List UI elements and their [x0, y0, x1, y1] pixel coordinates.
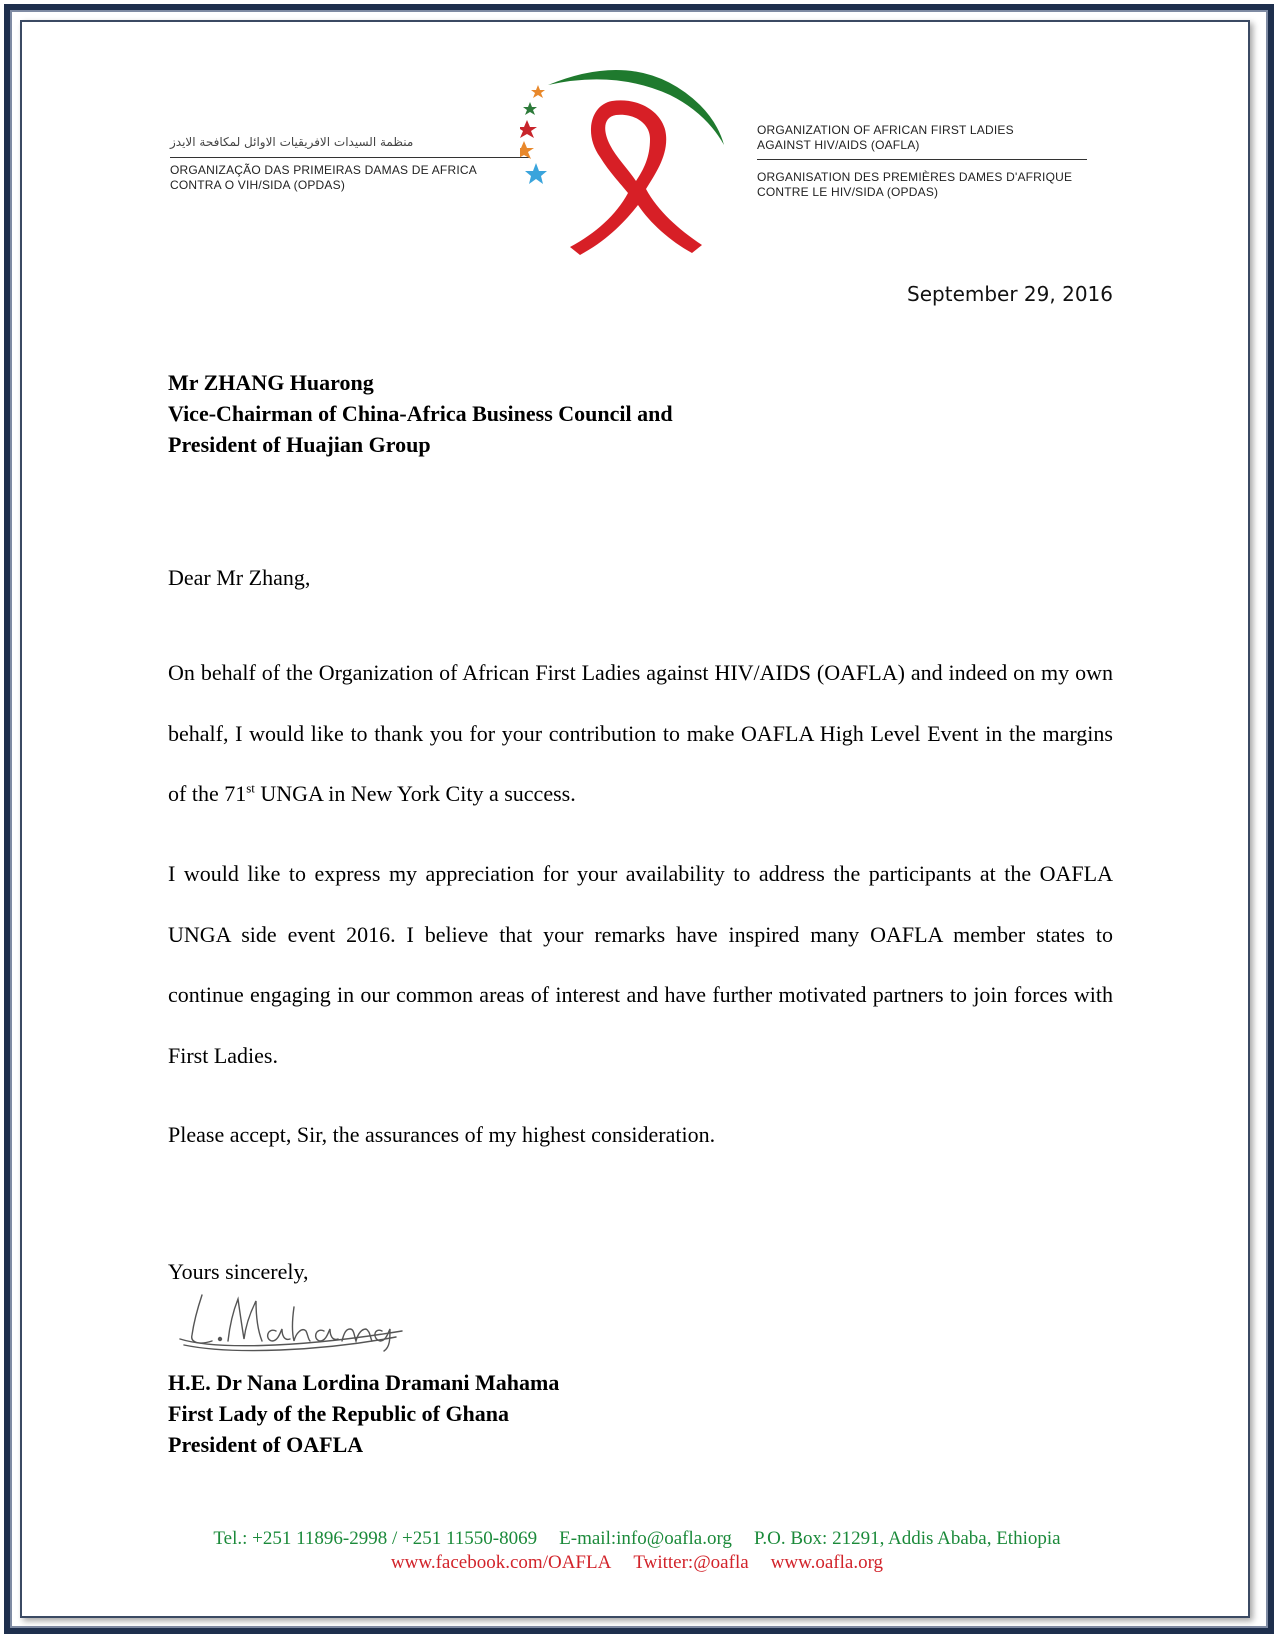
letterhead-left-divider — [170, 157, 530, 158]
footer-po-box: P.O. Box: 21291, Addis Ababa, Ethiopia — [753, 1528, 1061, 1549]
letterhead-left — [170, 133, 530, 193]
arabic-org-name: منظمة السيدات الافريقيات الاوائل لمكافحة الايدز — [170, 135, 414, 149]
footer-contact — [100, 1527, 1174, 1575]
footer-telephone: Tel.: +251 11896-2998 / +251 11550-8069 — [213, 1528, 538, 1549]
portuguese-org-name-line1: ORGANIZAÇÃO DAS PRIMEIRAS DAMAS DE AFRICA — [170, 163, 477, 177]
letterhead-right-divider — [757, 159, 1087, 160]
paragraph1-text-end: UNGA in New York City a success. — [254, 781, 576, 806]
addressee-title-2: President of Huajian Group — [168, 432, 431, 457]
body-paragraph-2: I would like to express my appreciation for your availability to address the participants at the OAFLA UNGA side event 2016. I believe that your remarks have inspired many OAFLA member states to continue engaging in our common areas of interest and have further motivated partners to join forces with First Ladies. — [168, 861, 1113, 1068]
ordinal-suffix: st — [246, 780, 255, 796]
addressee-title: Vice-Chairman of China-Africa Business Council and — [168, 401, 673, 426]
salutation: Dear Mr Zhang, — [168, 565, 311, 590]
letter-date: September 29, 2016 — [907, 282, 1113, 306]
footer-facebook-link[interactable]: www.facebook.com/OAFLA — [390, 1552, 612, 1573]
star-orange — [520, 141, 534, 159]
star-orange-small — [531, 85, 545, 98]
footer-contact-line — [100, 1527, 1174, 1551]
oafla-logo — [520, 65, 750, 265]
signatory-title: First Lady of the Republic of Ghana — [168, 1401, 510, 1426]
portuguese-org-name-line2: CONTRA O VIH/SIDA (OPDAS) — [170, 178, 346, 192]
footer-twitter-link[interactable]: Twitter:@oafla — [633, 1552, 749, 1573]
addressee-name: Mr ZHANG Huarong — [168, 370, 374, 395]
handwritten-signature — [172, 1283, 422, 1353]
signatory-name: H.E. Dr Nana Lordina Dramani Mahama — [168, 1370, 560, 1395]
stars-icon — [520, 85, 547, 184]
french-org-name-line2: CONTRE LE HIV/SIDA (OPDAS) — [757, 185, 939, 199]
footer-email[interactable]: E-mail:info@oafla.org — [559, 1528, 732, 1549]
star-green — [523, 102, 537, 115]
sign-off: Yours sincerely, — [168, 1259, 309, 1284]
star-blue — [525, 163, 547, 184]
signatory-block — [168, 1367, 868, 1460]
star-red — [520, 120, 537, 138]
letterhead-right — [757, 123, 1087, 200]
signatory-title-2: President of OAFLA — [168, 1432, 364, 1457]
addressee-block — [168, 367, 868, 460]
english-org-name-line1: ORGANIZATION OF AFRICAN FIRST LADIES — [757, 123, 1014, 137]
footer-website-link[interactable]: www.oafla.org — [770, 1552, 884, 1573]
footer-links-line — [100, 1551, 1174, 1575]
french-org-name-line1: ORGANISATION DES PREMIÈRES DAMES D'AFRIQUE — [757, 170, 1073, 184]
closing-line: Please accept, Sir, the assurances of my highest consideration. — [168, 1122, 716, 1147]
english-org-name-line2: AGAINST HIV/AIDS (OAFLA) — [757, 138, 920, 152]
red-ribbon-icon — [570, 100, 702, 255]
paragraph1-text: On behalf of the Organization of African First Ladies against HIV/AIDS (OAFLA) and indeed on my own behalf, I would like to thank you for your contribution to make OAFLA High Level Event in the margins of the 71 — [168, 660, 1113, 806]
body-paragraph-1 — [168, 643, 1113, 825]
